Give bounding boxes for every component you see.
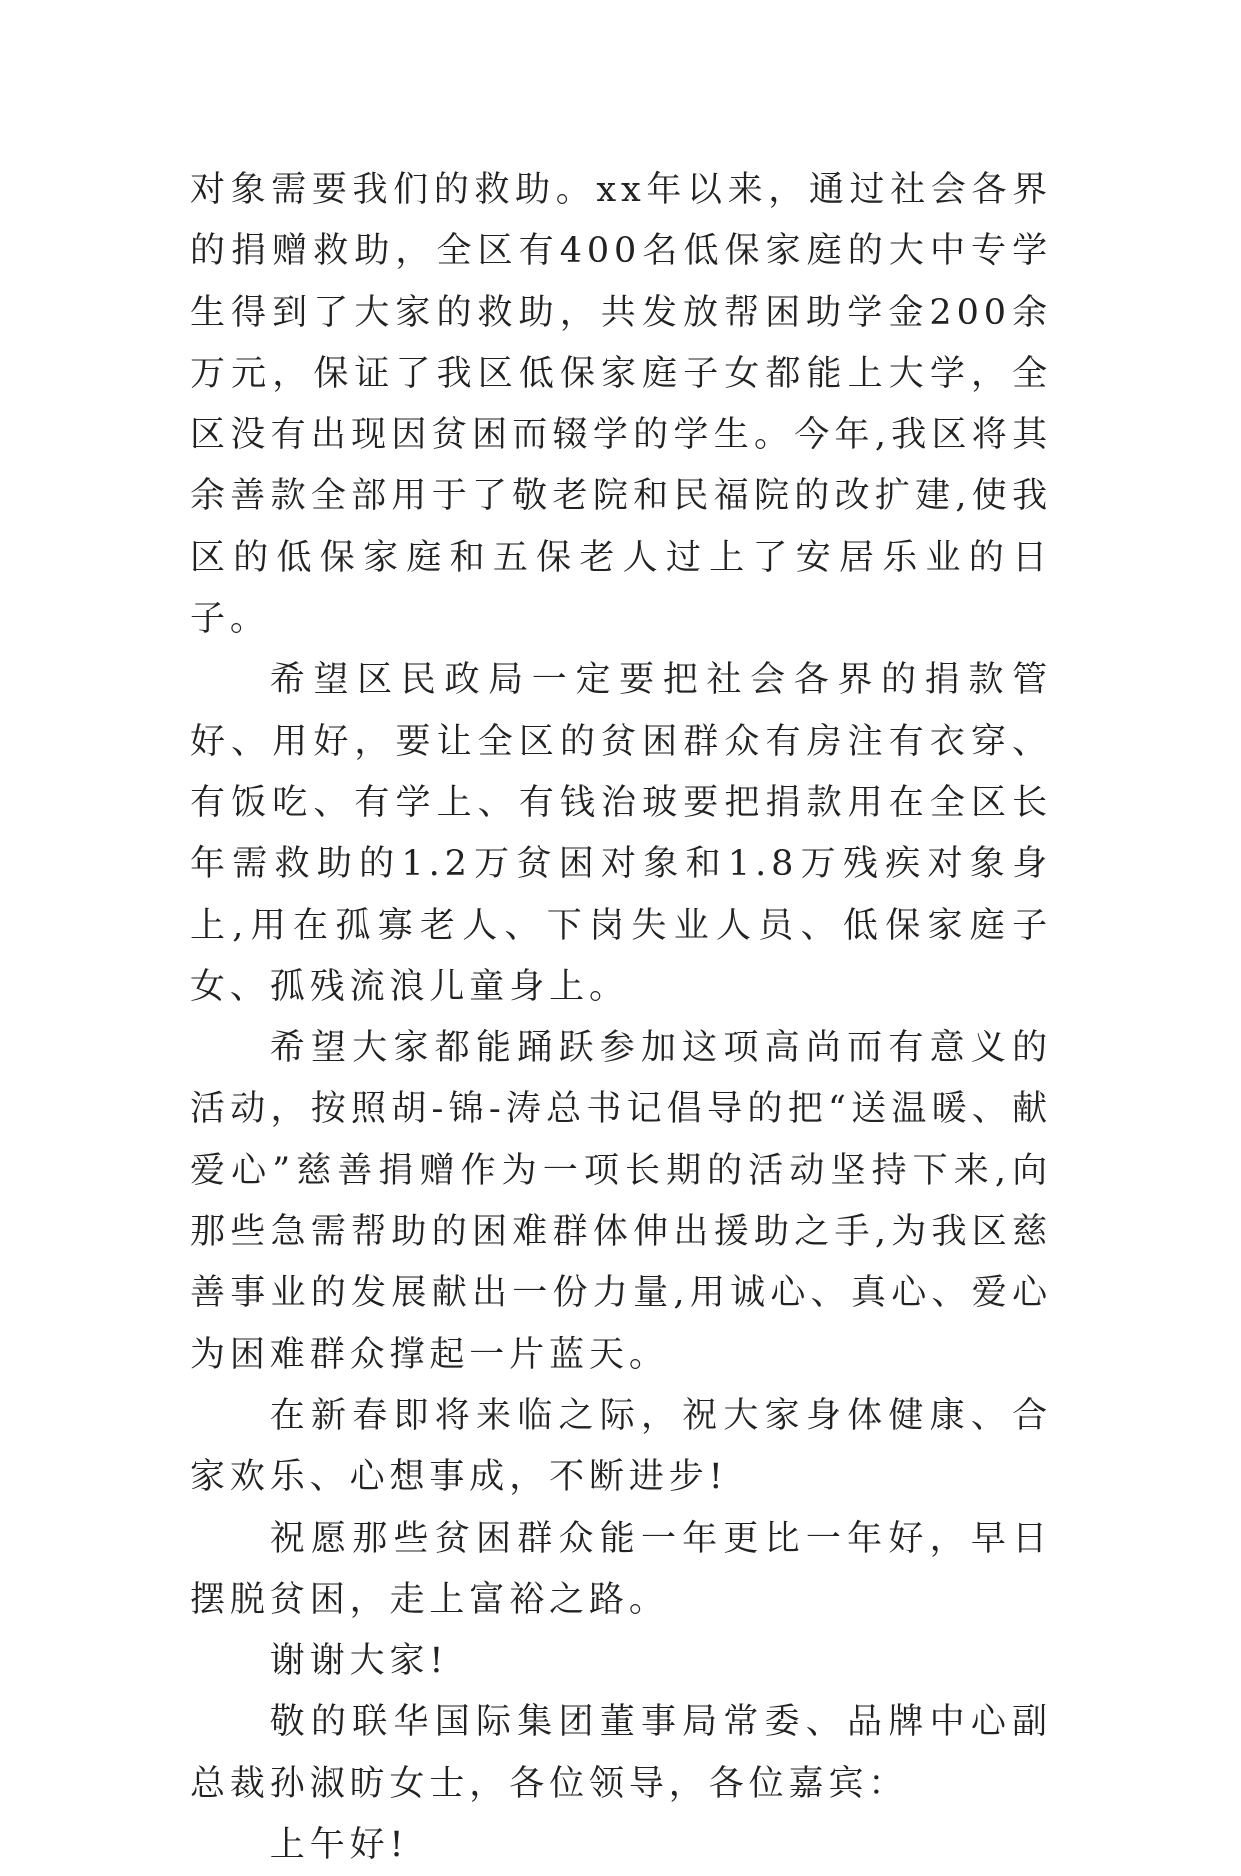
paragraph-greeting: 上午好! — [269, 1825, 409, 1866]
paragraph-thanks: 谢谢大家! — [269, 1641, 449, 1682]
paragraph-new-year-wishes: 在新春即将来临之际，祝大家身体健康、合家欢乐、心想事成，不断进步! — [190, 1395, 1052, 1498]
paragraph-salutation: 敬的联华国际集团董事局常委、品牌中心副总裁孙淑昉女士，各位领导，各位嘉宾： — [190, 1702, 1052, 1804]
paragraph-continuation: 对象需要我们的救助。xx年以来，通过社会各界的捐赠救助，全区有400名低保家庭的大中专学生得到了大家的救助，共发放帮困助学金200余万元，保证了我区低保家庭子女都能上大学，全区没有出现因贫困而辍学的学生。今年,我区将其余善款全部用于了敬老院和民福院的改扩建,使我区的低保家庭和五保老人过上了安居乐业的日子。 — [190, 170, 1052, 640]
document-body — [190, 160, 1052, 1876]
paragraph-wishes-for-poor: 祝愿那些贫困群众能一年更比一年好，早日摆脱贫困，走上富裕之路。 — [190, 1518, 1052, 1620]
paragraph-call-to-participate: 希望大家都能踊跃参加这项高尚而有意义的活动，按照胡-锦-涛总书记倡导的把“送温暖、献爱心”慈善捐赠作为一项长期的活动坚持下来,向那些急需帮助的困难群体伸出援助之手,为我区慈善事业的发展献出一份力量,用诚心、真心、爱心为困难群众撑起一片蓝天。 — [190, 1028, 1052, 1375]
paragraph-donation-management: 希望区民政局一定要把社会各界的捐款管好、用好，要让全区的贫困群众有房注有衣穿、有饭吃、有学上、有钱治玻要把捐款用在全区长年需救助的1.2万贫困对象和1.8万残疾对象身上,用在孤寡老人、下岗失业人员、低保家庭子女、孤残流浪儿童身上。 — [190, 660, 1052, 1007]
